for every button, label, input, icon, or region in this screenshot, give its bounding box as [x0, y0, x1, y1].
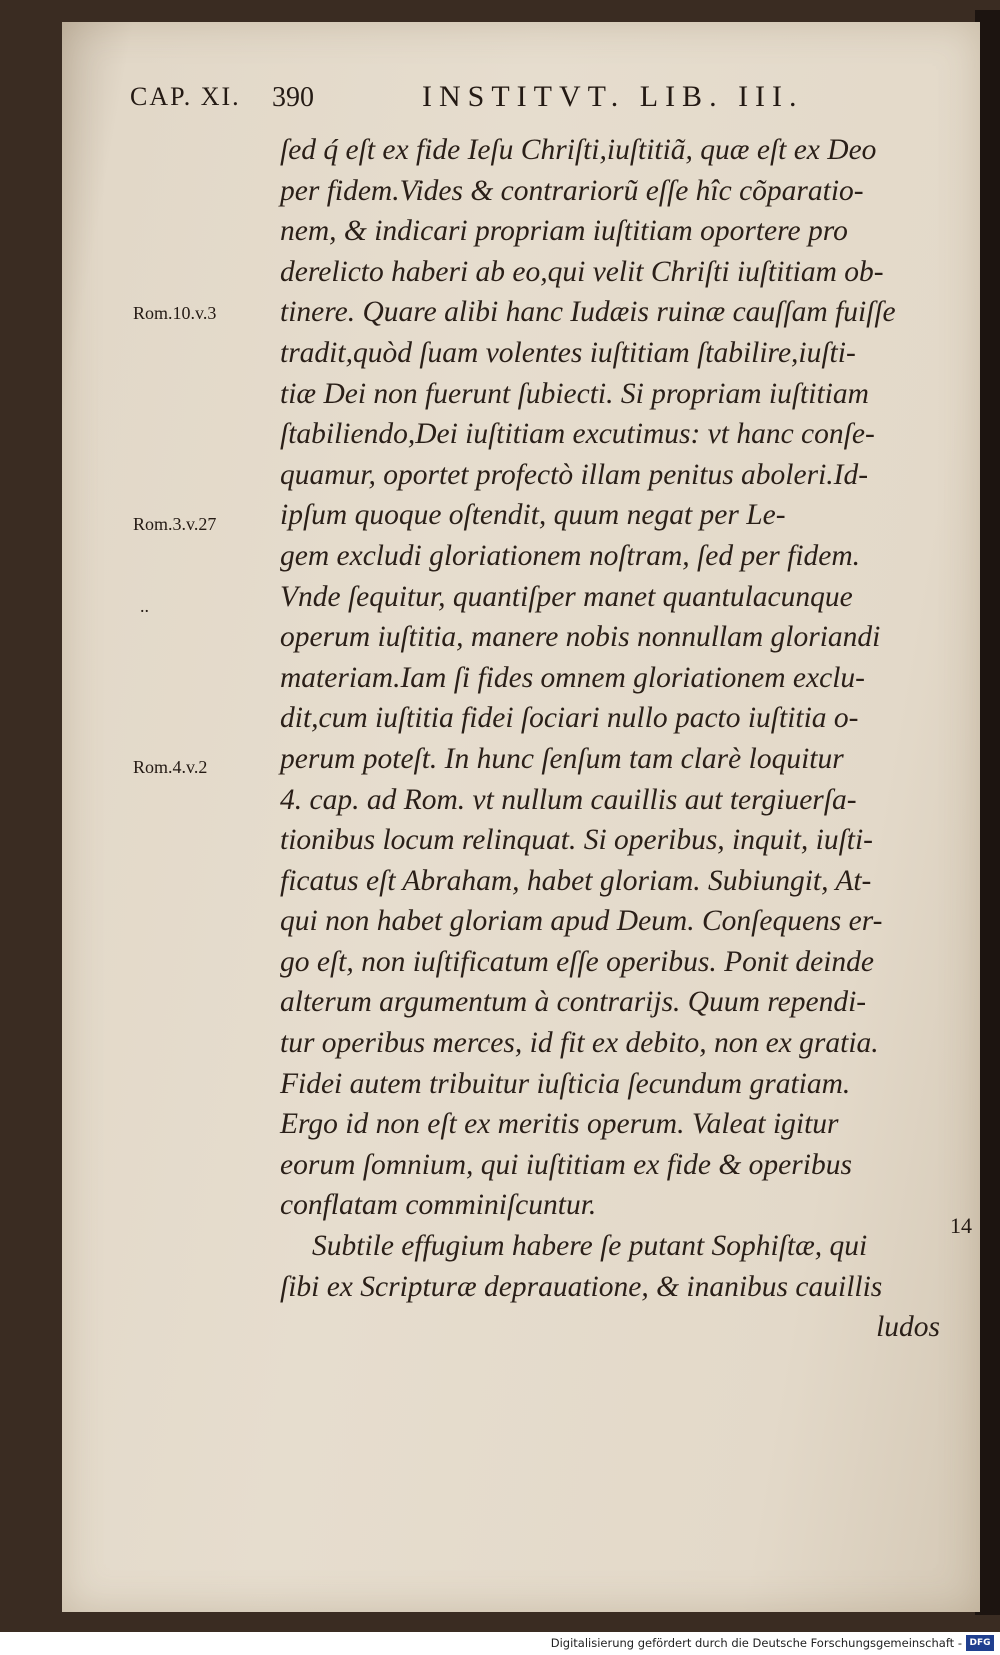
text-line: quamur, oportet profectò illam penitus aboleri.Id-	[280, 458, 869, 491]
text-line: Subtile effugium habere ſe putant Sophiſtæ, qui	[312, 1230, 868, 1263]
text-line: ſtabiliendo,Dei iuſtitiam excutimus: vt hanc conſe-	[280, 418, 875, 451]
text-line: ſibi ex Scripturæ deprauatione, & inanibus cauillis	[280, 1270, 883, 1303]
text-line: operum iuſtitia, manere nobis nonnullam gloriandi	[280, 621, 881, 654]
margin-note-rom-3: Rom.3.v.27	[133, 514, 217, 534]
text-line: per fidem.Vides & contrariorũ eſſe hîc cõparatio-	[280, 174, 864, 207]
footer-bar	[0, 1632, 1000, 1655]
text-line: eorum ſomnium, qui iuſtitiam ex fide & operibus	[280, 1148, 852, 1181]
text-line: 4. cap. ad Rom. vt nullum cauillis aut tergiuerſa-	[280, 783, 857, 816]
text-line: derelicto haberi ab eo,qui velit Chriſti iuſtitiam ob-	[280, 255, 884, 288]
catchword: ludos	[876, 1311, 940, 1344]
text-line: Fidei autem tribuitur iuſticia ſecundum gratiam.	[280, 1067, 851, 1100]
text-line: tradit,quòd ſuam volentes iuſtitiam ſtabilire,iuſti-	[280, 336, 856, 369]
text-line: gem excludi gloriationem noſtram, ſed per fidem.	[280, 539, 861, 572]
text-line: tur operibus merces, id fit ex debito, non ex gratia.	[280, 1027, 879, 1060]
text-line: perum poteſt. In hunc ſenſum tam clarè loquitur	[280, 742, 844, 775]
text-line: dit,cum iuſtitia fidei ſociari nullo pacto iuſtitia o-	[280, 702, 859, 735]
funding-notice: Digitalisierung gefördert durch die Deutsche Forschungsgemeinschaft -	[550, 1636, 962, 1650]
margin-note-dots: ..	[140, 596, 149, 616]
margin-note-rom-10: Rom.10.v.3	[133, 303, 217, 323]
body-text	[280, 130, 940, 1348]
text-line: go eſt, non iuſtificatum eſſe operibus. Ponit deinde	[280, 945, 875, 978]
running-header	[130, 82, 930, 122]
text-line: tiæ Dei non fuerunt ſubiecti. Si propriam iuſtitiam	[280, 377, 869, 410]
text-line: tionibus locum relinquat. Si operibus, inquit, iuſti-	[280, 824, 873, 857]
chapter-label: CAP. XI.	[130, 82, 241, 111]
margin-note-rom-4: Rom.4.v.2	[133, 757, 208, 777]
section-number: 14	[950, 1213, 972, 1238]
page-number: 390	[272, 82, 314, 113]
text-line: ipſum quoque oſtendit, quum negat per Le-	[280, 499, 786, 532]
text-line: tinere. Quare alibi hanc Iudæis ruinæ cauſſam fuiſſe	[280, 296, 896, 329]
text-line: ſed q́ eſt ex fide Ieſu Chriſti,iuſtitiã, quæ eſt ex Deo	[280, 134, 877, 166]
text-line: materiam.Iam ſi fides omnem gloriationem exclu-	[280, 661, 865, 694]
dfg-logo: DFG	[966, 1635, 994, 1651]
text-line: Vnde ſequitur, quantiſper manet quantulacunque	[280, 580, 853, 613]
text-line: qui non habet gloriam apud Deum. Conſequens er-	[280, 905, 883, 938]
running-title: INSTITVT. LIB. III.	[422, 80, 804, 113]
text-line: nem, & indicari propriam iuſtitiam oportere pro	[280, 215, 848, 248]
text-line: Ergo id non eſt ex meritis operum. Valeat igitur	[280, 1108, 839, 1141]
text-line: conflatam comminiſcuntur.	[280, 1189, 597, 1222]
text-line: alterum argumentum à contrarijs. Quum rependi-	[280, 986, 867, 1019]
text-line: ficatus eſt Abraham, habet gloriam. Subiungit, At-	[280, 864, 872, 897]
